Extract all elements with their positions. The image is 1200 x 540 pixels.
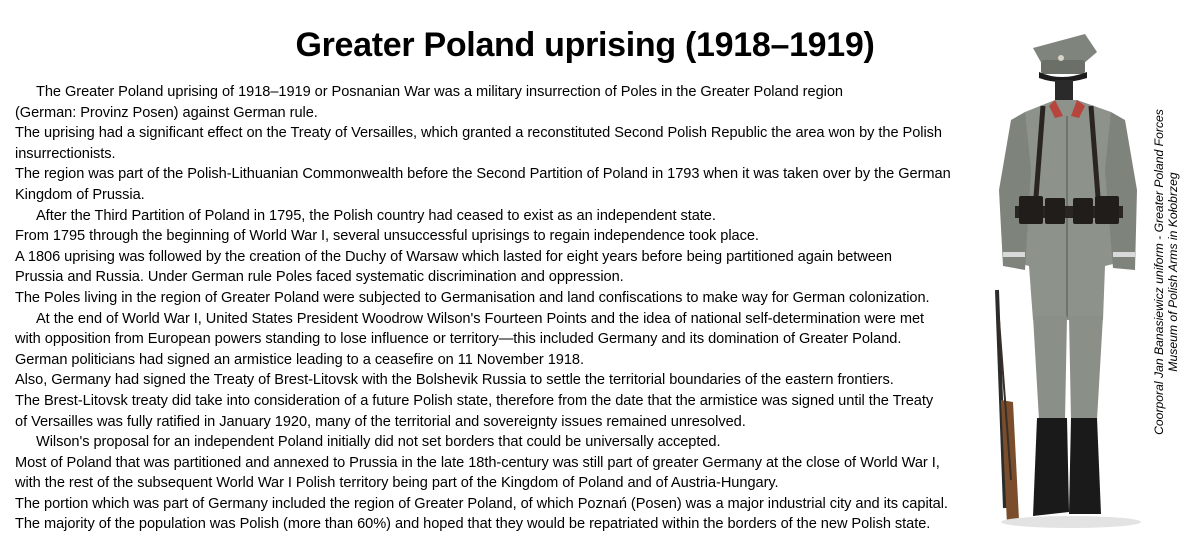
left-boot [1033, 418, 1069, 516]
cap-band [1041, 60, 1085, 74]
paragraph-line: insurrectionists. [15, 145, 116, 162]
paragraph-line: The region was part of the Polish-Lithuanian Commonwealth before the Second Partition of Poland in 1793 when it was taken over by the German [15, 166, 951, 183]
paragraph-line: with the rest of the subsequent World War I Polish territory being part of the Kingdom of Poland and of Austria-Hungary. [15, 475, 779, 492]
paragraph-line: At the end of World War I, United States President Woodrow Wilson's Fourteen Points and the idea of national self-determination were met [36, 310, 925, 327]
paragraph-line: The Greater Poland uprising of 1918–1919 or Posnanian War was a military insurrection of Poles in the Greater Poland region [36, 84, 843, 100]
paragraph-line: Kingdom of Prussia. [15, 186, 145, 203]
right-leg [1069, 316, 1103, 420]
paragraph-line: The majority of the population was Polish (more than 60%) and hoped that they would be repatriated within the borders of the new Polish state. [15, 516, 931, 533]
paragraph-line: Prussia and Russia. Under German rule Poles faced systematic discrimination and oppression. [15, 269, 624, 286]
caption-line-2: Museum of Polish Arms in Kołobrzeg [1166, 172, 1180, 372]
uniform-illustration [985, 20, 1160, 530]
floor-shadow [1001, 516, 1141, 528]
paragraph-line: Wilson's proposal for an independent Poland initially did not set borders that could be universally accepted. [36, 434, 721, 451]
paragraph-line: of Versailles was fully ratified in January 1920, many of the territorial and sovereignty issues remained unresolved. [15, 413, 746, 430]
cuff-stripe-right [1113, 252, 1135, 257]
paragraph-line: A 1806 uprising was followed by the creation of the Duchy of Warsaw which lasted for eight years before being partitioned again between [15, 248, 892, 265]
left-sleeve [999, 112, 1031, 270]
ammo-pouch [1073, 198, 1093, 224]
cap-eagle-badge [1058, 55, 1064, 61]
caption-line-1: Coorporal Jan Banasiewicz uniform - Greater Poland Forces [1152, 109, 1166, 435]
paragraph-line: The Poles living in the region of Greater Poland were subjected to Germanisation and land confiscations to make way for German colonization. [15, 289, 930, 306]
cuff-stripe-left [1003, 252, 1025, 257]
paragraph-line: Also, Germany had signed the Treaty of Brest-Litovsk with the Bolshevik Russia to settle the territorial boundaries of the eastern frontiers. [15, 372, 894, 389]
paragraph-line: After the Third Partition of Poland in 1795, the Polish country had ceased to exist as an independent state. [36, 207, 716, 224]
paragraph-line: The uprising had a significant effect on the Treaty of Versailles, which granted a reconstituted Second Polish Republic the area won by the Polish [15, 125, 942, 142]
paragraph-line: The Brest-Litovsk treaty did take into consideration of a future Polish state, therefore from the date that the armistice was signed until the Treaty [15, 392, 934, 409]
rifle [997, 290, 1019, 524]
page-title: Greater Poland uprising (1918–1919) [295, 26, 875, 64]
paragraph-line: (German: Provinz Posen) against German rule. [15, 104, 318, 121]
trousers [1033, 316, 1103, 420]
paragraph-line: The portion which was part of Germany included the region of Greater Poland, of which Poznań (Posen) was a major industrial city and its capital. [15, 495, 948, 512]
boots [1033, 418, 1101, 516]
ammo-pouch [1095, 196, 1119, 224]
paragraph-line: Most of Poland that was partitioned and annexed to Prussia in the late 18th-century was still part of greater Germany at the close of World War I, [15, 454, 940, 471]
photo-caption [1152, 109, 1180, 435]
paragraph-line: with opposition from European powers standing to lose influence or territory—this included Germany and its domination of Greater Poland. [15, 331, 902, 348]
right-boot [1069, 418, 1101, 514]
ammo-pouch [1019, 196, 1043, 224]
ammo-pouch [1045, 198, 1065, 224]
field-cap [1033, 34, 1097, 82]
left-leg [1033, 316, 1067, 420]
article-body [15, 82, 1000, 535]
paragraph-line: From 1795 through the beginning of World War I, several unsuccessful uprisings to regain independence took place. [15, 228, 759, 245]
paragraph-line: German politicians had signed an armistice leading to a ceasefire on 11 November 1918. [15, 351, 584, 368]
